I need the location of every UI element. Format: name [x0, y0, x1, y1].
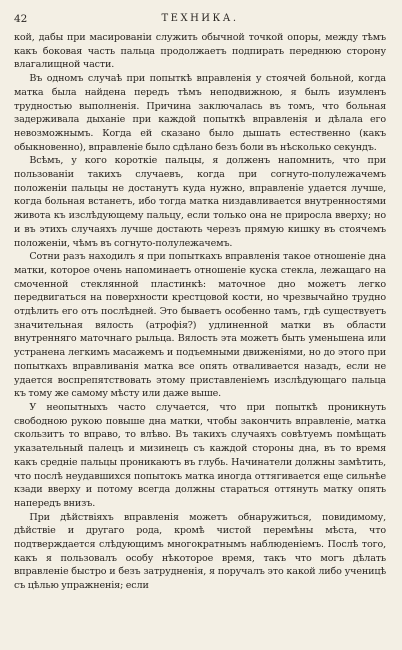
paragraph: Всѣмъ, у кого короткіе пальцы, я долженъ напомнить, что при пользованіи такихъ случаевъ, когда при согнуто-полулежачемъ положеніи пальцы не достанутъ куда нужно, вправленіе удается лучше, когда больная встанетъ, ибо тогда матка низдавливается внутренностями живота къ изслѣдующему пальцу, если только она не приросла вверху; но и въ этихъ случаяхъ лучше достають черезъ прямую кишку въ стоячемъ положеніи, чѣмъ въ согнуто-полулежачемъ.	[14, 155, 386, 249]
paragraph: При дѣйствіяхъ вправленія можетъ обнаружиться, повидимому, дѣйствіе и другаго рода, кромѣ чистой перемѣны мѣста, что подтверждается слѣдующимъ многократнымъ наблюденіемъ. Послѣ того, какъ я пользовалъ особу нѣкоторое время, такъ что могъ дѣлать вправленіе быстро и безъ затрудненія, я поручалъ это какой либо ученицѣ съ цѣлью упражненія; если	[14, 511, 386, 592]
body-text	[14, 31, 386, 593]
page-header	[14, 13, 386, 29]
running-title: ТЕХНИКА.	[161, 13, 239, 24]
paragraph-continuation: кой, дабы при масированіи служить обычной точкой опоры, между тѣмъ какъ боковая часть пальца продолжаетъ подпирать переднюю сторону влагалищной части.	[14, 32, 386, 71]
paragraph: У неопытныхъ часто случается, что при попыткѣ проникнуть свободною рукою повыше дна матки, чтобы закончить вправленіе, матка скользитъ то вправо, то влѣво. Въ такихъ случаяхъ совѣтуемъ помѣщать указательный палецъ и мизинецъ съ каждой стороны дна, въ то время какъ средніе пальцы проникаютъ въ глубь. Начинатели должны замѣтить, что послѣ неудавшихся попытокъ матка иногда оттягивается еще сильнѣе кзади вверху и потому всегда должны стараться оттянуть матку опять напередъ внизъ.	[14, 401, 386, 509]
paragraph: Сотни разъ находилъ я при попыткахъ вправленія такое отношеніе дна матки, которое очень напоминаетъ отношеніе куска стекла, лежащаго на смоченной стеклянной пластинкѣ: маточное дно можетъ легко передвигаться на поверхности крестцовой кости, но чрезвычайно трудно отдѣлить его отъ послѣдней. Это бываетъ особенно тамъ, гдѣ существуетъ значительная вялость (атрофія?) удлиненной матки въ области внутренняго маточнаго рыльца. Вялость эта можетъ быть уменьшена или устранена легкимъ масажемъ и подъемными движеніями, но до этого при попыткахъ вправливанія матка все опять отваливается назадъ, если не удается воспрепятствовать этому приставленіемъ изслѣдующаго пальца къ тому же самому мѣсту или даже выше.	[14, 251, 386, 400]
page-number: 42	[14, 13, 28, 25]
paragraph: Въ одномъ случаѣ при попыткѣ вправленія у стоячей больной, когда матка была найдена передъ тѣмъ неподвижною, я былъ изумленъ трудностью выполненія. Причина заключалась въ томъ, что больная задерживала дыханіе при каждой попыткѣ вправленія и дѣлала его невозможнымъ. Когда ей сказано было дышать естественно (какъ обыкновенно), вправленіе было сдѣлано безъ боли въ нѣсколько секундъ.	[14, 73, 386, 153]
